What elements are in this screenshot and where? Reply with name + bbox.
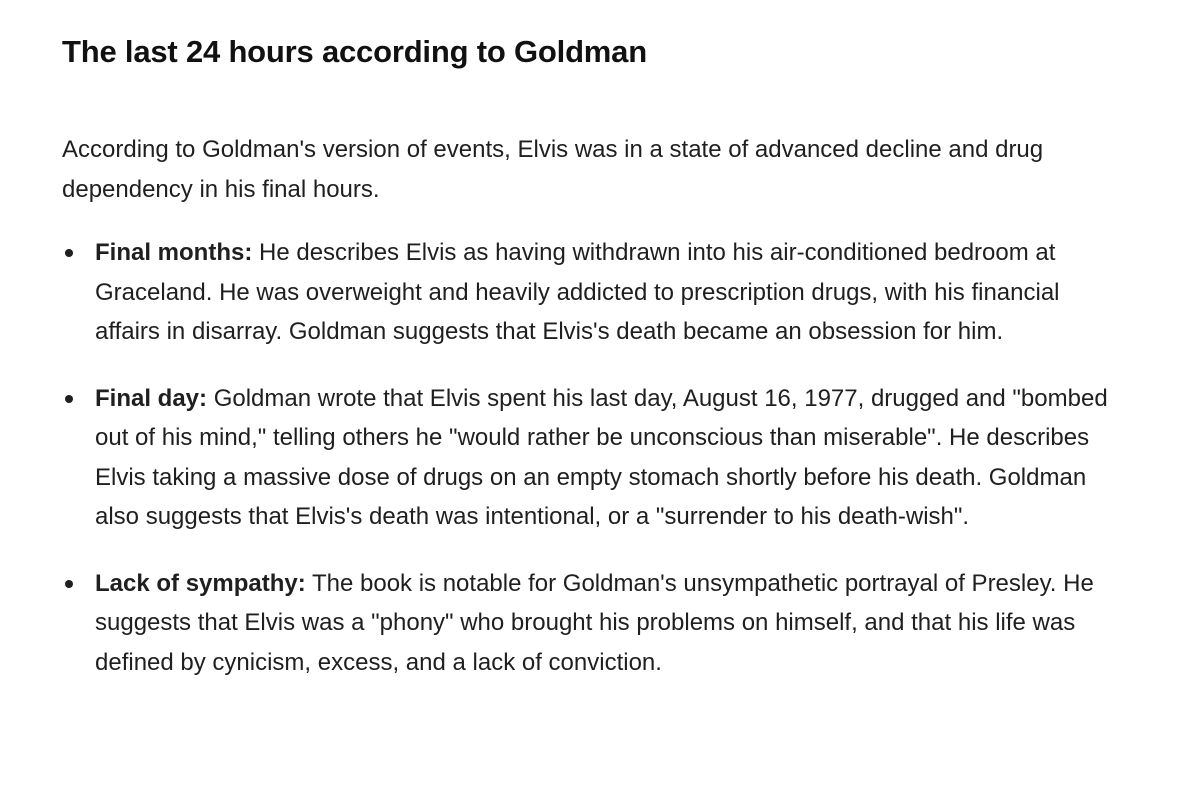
bullet-dot-icon — [65, 580, 73, 588]
bullet-item-final-months — [62, 233, 1130, 352]
bullet-text: He describes Elvis as having withdrawn into his air-conditioned bedroom at Graceland. He was overweight and heavily addicted to prescription drugs, with his financial affairs in disarray. Goldman suggests that Elvis's death became an obsession for him. — [95, 239, 1060, 345]
intro-paragraph: According to Goldman's version of events, Elvis was in a state of advanced decline and drug dependency in his final hours. — [62, 136, 1044, 203]
bullet-item-lack-of-sympathy — [62, 564, 1130, 683]
bullet-item-final-day — [62, 379, 1130, 537]
bullet-term: Final day: — [95, 384, 208, 412]
bullet-text: The book is notable for Goldman's unsympathetic portrayal of Presley. He suggests that Elvis was a "phony" who brought his problems on himself, and that his life was defined by cynicism, excess, and a lack of conviction. — [95, 569, 1094, 676]
bullet-text: Goldman wrote that Elvis spent his last day, August 16, 1977, drugged and "bombed out of his mind," telling others he "would rather be unconscious than miserable". He describes Elvis taking a massive dose of drugs on an empty stomach shortly before his death. Goldman also suggests that Elvis's death was intentional, or a "surrender to his death-wish". — [95, 384, 1108, 530]
section-heading: The last 24 hours according to Goldman — [62, 34, 647, 69]
bullet-term: Lack of sympathy: — [95, 569, 306, 597]
bullet-term: Final months: — [95, 239, 253, 266]
bullet-dot-icon — [65, 249, 73, 257]
bullet-dot-icon — [65, 395, 73, 403]
bullet-list — [62, 233, 1130, 682]
